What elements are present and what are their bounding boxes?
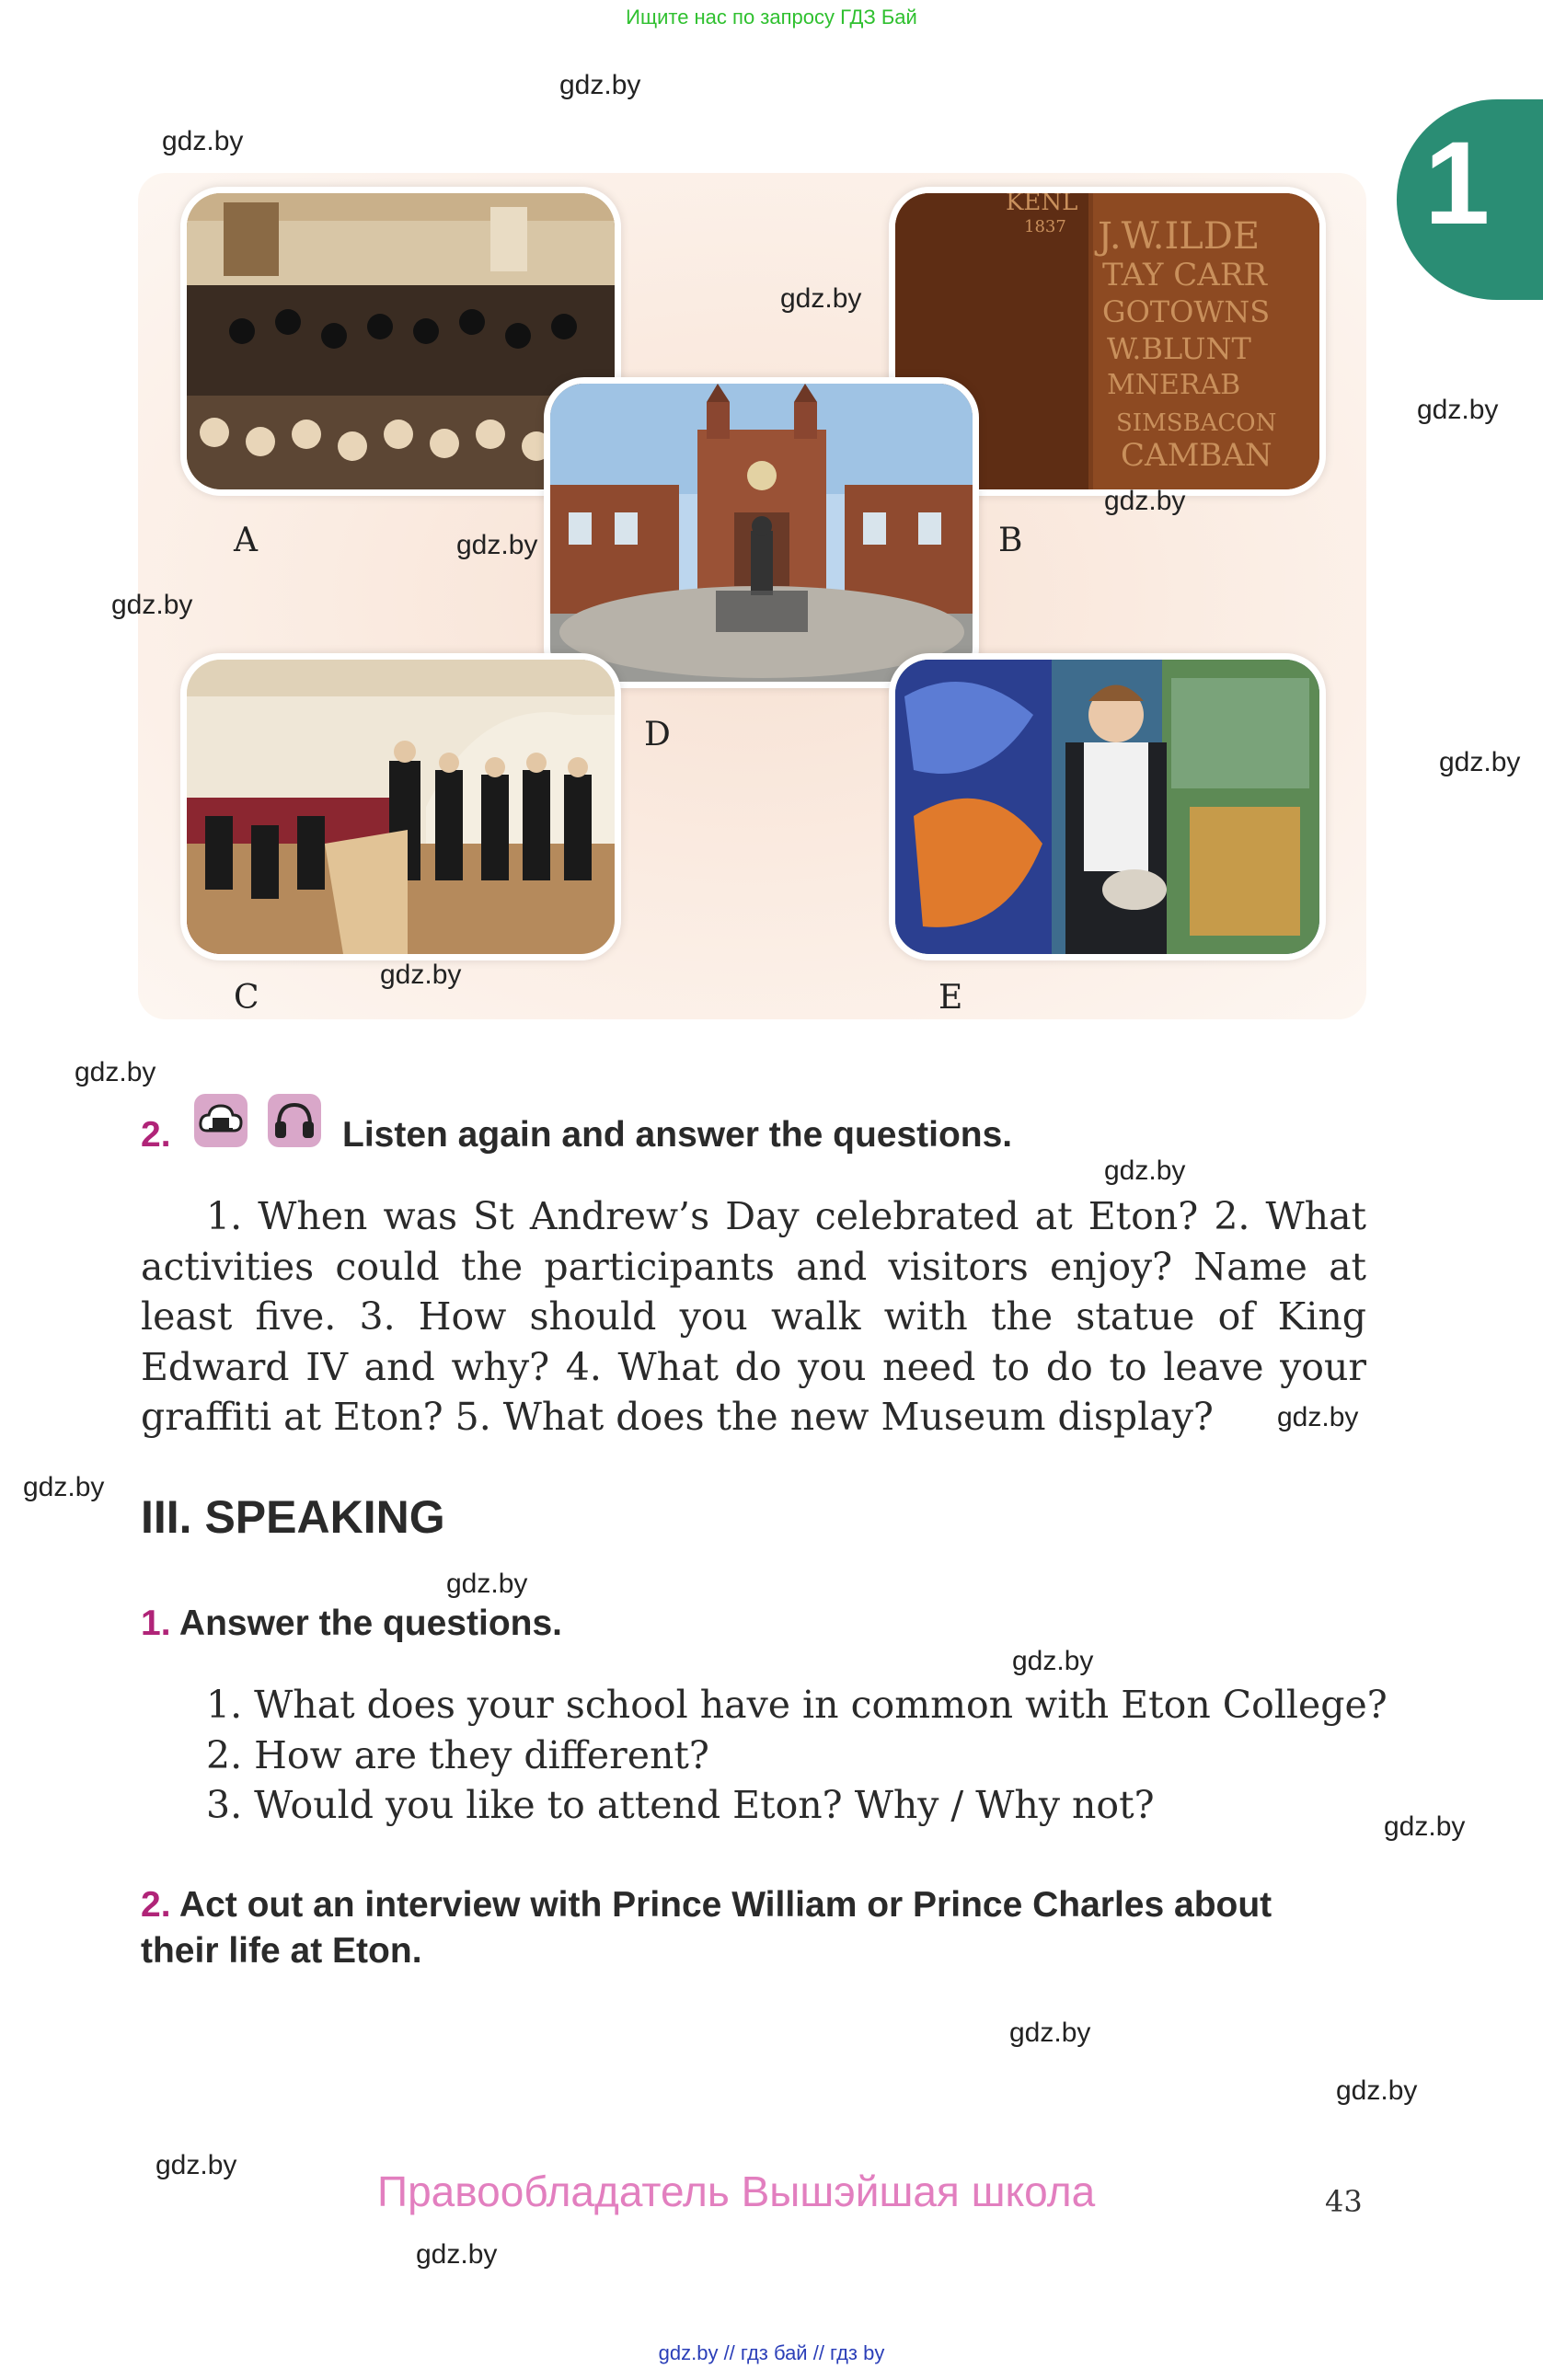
page-number: 43	[1325, 2184, 1363, 2219]
engraving-3: J.W.ILDE	[1098, 215, 1261, 258]
speaking-question-1: 1. What does your school have in common with Eton College?	[206, 1683, 1388, 1727]
watermark: gdz.by	[111, 590, 193, 620]
headphones-icon	[268, 1094, 321, 1147]
watermark: gdz.by	[1012, 1646, 1094, 1676]
watermark: gdz.by	[1439, 747, 1521, 777]
watermark: gdz.by	[1336, 2075, 1418, 2106]
task1-number: 1.	[141, 1604, 171, 1643]
watermark: gdz.by	[75, 1057, 156, 1087]
listen-exercise-number: 2.	[141, 1115, 171, 1155]
engraving-5: GOTOWNS	[1102, 294, 1271, 329]
speaking-question-3: 3. Would you like to attend Eton? Why / Why not?	[206, 1783, 1155, 1827]
photo-label-a: A	[234, 522, 258, 559]
speaking-task-1	[141, 1604, 562, 1644]
watermark: gdz.by	[780, 283, 862, 314]
photo-art-student	[889, 653, 1326, 960]
photo-label-c: C	[234, 979, 259, 1017]
listen-line-4: Edward IV and why? 4. What do you need to do to leave your	[141, 1344, 1366, 1389]
photo-label-e: E	[938, 979, 963, 1017]
listen-line-1: 1. When was St Andrew’s Day celebrated at Eton? 2. What	[206, 1194, 1366, 1238]
top-banner[interactable]: Ищите нас по запросу ГДЗ Бай	[626, 6, 917, 29]
bottom-links[interactable]: gdz.by // гдз бай // гдз by	[658, 2341, 885, 2364]
listen-line-2: activities could the participants and visitors enjoy? Name at	[141, 1244, 1366, 1289]
task1-instruction: Answer the questions.	[178, 1604, 562, 1643]
watermark: gdz.by	[446, 1569, 528, 1599]
section-title: III. SPEAKING	[141, 1491, 445, 1543]
listen-questions	[141, 1191, 1366, 1443]
listen-instruction: Listen again and answer the questions.	[342, 1115, 1013, 1155]
watermark: gdz.by	[416, 2239, 498, 2270]
task2-line-2: their life at Eton.	[141, 1931, 422, 1971]
unit-number: 1	[1424, 118, 1491, 249]
photo-college-building	[544, 377, 979, 688]
rights-holder: Правообладатель Вышэйшая школа	[377, 2167, 1096, 2215]
watermark: gdz.by	[1277, 1402, 1359, 1432]
watermark: gdz.by	[162, 126, 244, 156]
engraving-1: KENL	[1006, 193, 1078, 216]
task2-line-1: Act out an interview with Prince William or Prince Charles about	[178, 1885, 1272, 1925]
photo-label-d: D	[644, 716, 671, 753]
engraving-2: 1837	[1024, 217, 1066, 236]
speaking-questions	[206, 1680, 1388, 1831]
photo-label-b: B	[998, 522, 1023, 559]
watermark: gdz.by	[23, 1472, 105, 1502]
speaking-task-2	[141, 1882, 1272, 1974]
watermark: gdz.by	[559, 70, 641, 100]
watermark: gdz.by	[380, 960, 462, 990]
engraving-8: SIMSBACON	[1116, 409, 1277, 437]
photo-speaker-podium	[180, 653, 621, 960]
listen-line-3: least five. 3. How should you walk with the statue of King	[141, 1294, 1366, 1339]
watermark: gdz.by	[1384, 1811, 1466, 1842]
cloud-laptop-icon	[194, 1094, 248, 1147]
task2-number: 2.	[141, 1885, 171, 1925]
unit-tab	[1397, 99, 1543, 300]
engraving-9: CAMBAN	[1121, 437, 1272, 474]
watermark: gdz.by	[1104, 1156, 1186, 1186]
engraving-7: MNERAB	[1107, 369, 1241, 401]
engraving-6: W.BLUNT	[1107, 331, 1251, 366]
watermark: gdz.by	[1417, 395, 1499, 425]
watermark: gdz.by	[1104, 486, 1186, 516]
watermark: gdz.by	[1009, 2018, 1091, 2048]
watermark: gdz.by	[456, 530, 538, 560]
engraving-4: TAY CARR	[1102, 257, 1268, 293]
speaking-question-2: 2. How are they different?	[206, 1732, 709, 1777]
listen-line-5: graffiti at Eton? 5. What does the new Museum display?	[141, 1395, 1214, 1439]
watermark: gdz.by	[155, 2150, 237, 2180]
